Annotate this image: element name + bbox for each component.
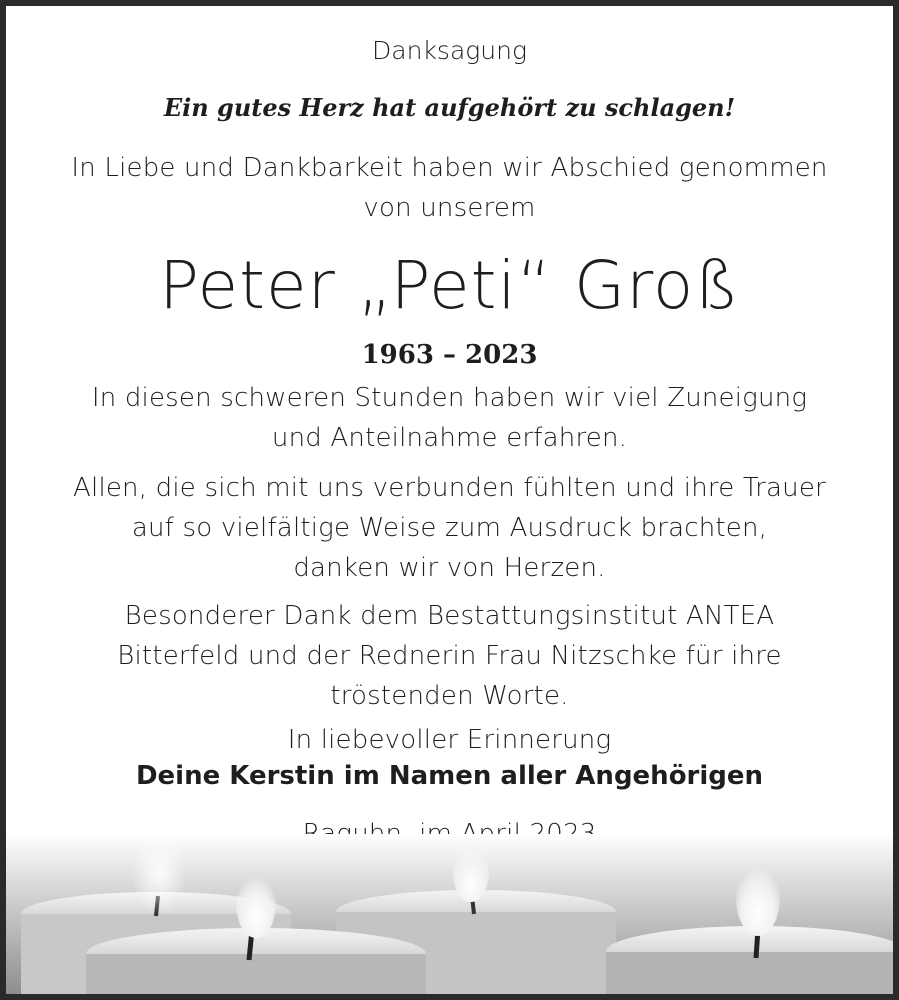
- paragraph-line: danken wir von Herzen.: [293, 553, 606, 583]
- notice-heading: Danksagung: [372, 36, 527, 65]
- thanks-paragraph-3: [6, 596, 893, 716]
- thanks-paragraph-2: [6, 468, 893, 588]
- signature: Deine Kerstin im Namen aller Angehörigen: [135, 761, 764, 791]
- paragraph-line: auf so vielfältige Weise zum Ausdruck brachten,: [131, 513, 768, 543]
- paragraph-line: und Anteilnahme erfahren.: [271, 423, 628, 453]
- notice-tagline: Ein gutes Herz hat aufgehört zu schlagen!: [163, 93, 736, 122]
- paragraph-line: tröstenden Worte.: [330, 681, 569, 711]
- intro-line: von unserem: [363, 193, 536, 223]
- paragraph-line: In diesen schweren Stunden haben wir viel Zuneigung: [91, 383, 808, 413]
- paragraph-line: Bitterfeld und der Rednerin Frau Nitzschke für ihre: [117, 641, 782, 671]
- paragraph-line: Besonderer Dank dem Bestattungsinstitut ANTEA: [124, 601, 775, 631]
- intro-text: [6, 148, 893, 228]
- memory-line: In liebevoller Erinnerung: [287, 725, 612, 755]
- candles-image: [6, 834, 893, 1000]
- thanks-paragraph-1: [6, 378, 893, 458]
- paragraph-line: Allen, die sich mit uns verbunden fühlten und ihre Trauer: [73, 473, 826, 503]
- intro-line: In Liebe und Dankbarkeit haben wir Abschied genommen: [71, 153, 828, 183]
- deceased-name: Peter „Peti“ Groß: [159, 247, 740, 324]
- life-years: 1963 – 2023: [361, 340, 538, 370]
